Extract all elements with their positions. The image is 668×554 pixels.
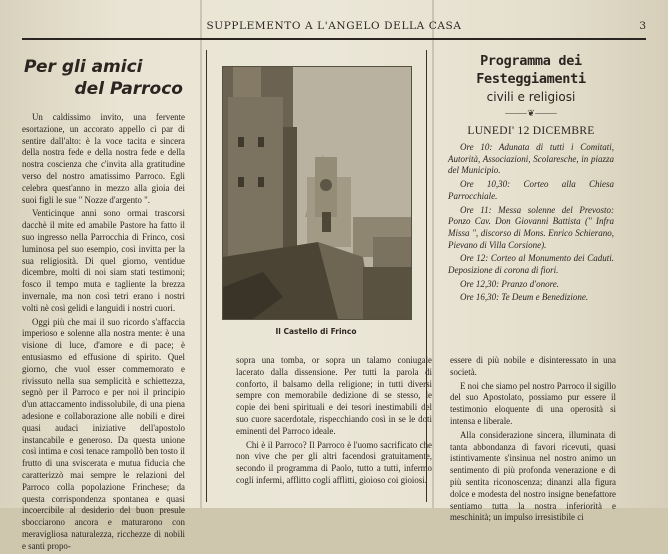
event-item [448, 279, 614, 291]
event-item [448, 292, 614, 304]
event-text: Pranzo d'onore. [501, 278, 560, 289]
article-body [22, 112, 185, 552]
event-item [448, 253, 614, 276]
ornament-divider: ⸻❦⸻ [504, 109, 558, 119]
article-title-line1: Per gli amici [24, 57, 143, 77]
event-time: Ore 16,30: [460, 292, 500, 303]
event-item [448, 142, 614, 177]
article-continuation-right [450, 355, 616, 526]
paper-fold [200, 0, 202, 508]
column-rule [206, 50, 207, 502]
page-header [22, 20, 646, 40]
event-text: Corteo alla Chiesa Parrocchiale. [448, 179, 614, 201]
article-paragraph: essere di più nobile e disinteressato in una società. [450, 355, 616, 377]
event-item [448, 179, 614, 202]
article-paragraph: Oggi più che mai il suo ricordo s'affaccia imperioso e solenne alla nostra mente: è una visione di luce, d'amore e di pace; è entusiasmo ed effusione di spirito. Quel giorno, che vuol esser commemorato e rivissuto nella sua semplicità e schiettezza, segnò per il Parroco e per noi il principio d'un attaccamento indissolubile, di una piena adesione e collaborazione alle nobili e direi quasi audaci iniziative dell'apostolo instancabile e generoso. Da questa unione così intima e così tenace rampollò ben tosto il frutto di una sviscerata e mutua fiducia che caratterizzò mai sempre le relazioni del Parroco colla popolazione Frinchese; da questa corrispondenza spontanea e quasi incoercibile al desiderio del buon presule sbocciarono ancora e maturarono con meravigliosa naturalezza, ricchezze di nobili e santi propo- [22, 316, 185, 551]
event-text: Adunata di tutti i Comitati, Autorità, Associazioni, Scolaresche, in piazza del Municipio. [448, 142, 614, 176]
programme-title: Programma dei Festeggiamenti [476, 53, 586, 87]
page-number: 3 [639, 20, 646, 32]
article-column [22, 54, 185, 554]
programme-day: LUNEDI' 12 DICEMBRE [467, 125, 595, 137]
castle-photo [222, 66, 412, 320]
castle-illustration [223, 67, 411, 319]
programme-subtitle: civili e religiosi [486, 90, 576, 104]
event-text: Corteo al Monumento dei Caduti. Deposizione di corona di fiori. [448, 253, 615, 276]
photo-caption: Il Castello di Frinco [275, 327, 357, 336]
event-time: Ore 12,30: [460, 278, 500, 289]
article-paragraph: Alla considerazione sincera, illuminata di tanta abbondanza di favori ricevuti, quasi istintivamente s'insinua nel nostro animo un sentimento di più profonda venerazione e di più sentita riconoscenza; dinanzi alla figura dolce e modesta del nostro insigne benefattore sentiamo tutta la nostra inferiorità e meschinità; un impulso irresistibile ci [450, 429, 616, 523]
article-paragraph: Un caldissimo invito, una fervente esortazione, un accorato appello ci par di sentire dall'alto: è la voce tacita e sincera della nostra fede e della nostra fede e della nostra coscienza che c'invita alla gratitudine verso del nostro amatissimo Parroco. Egli celebra quest'anno in mezzo alla gioia dei suoi figli le sue " Nozze d'argento ". [22, 112, 185, 205]
header-title: SUPPLEMENTO A L'ANGELO DELLA CASA [206, 20, 462, 32]
article-paragraph: Venticinque anni sono ormai trascorsi dacchè il mite ed amabile Pastore ha fatto il suo ingresso nella Parrocchia di Frinco, così luminosa pel suo esempio, così invitta per la sua religiosità. Di quel giorno, ventidue dicembre, molti di noi siam stati testimoni; fosco il tempo muta e tagliente la brezza invernale, ma non così tetri erano i nostri volti nè così gelidi e languidi i nostri cuori. [22, 208, 185, 313]
event-time: Ore 10,30: [460, 179, 511, 190]
event-item [448, 205, 614, 252]
event-text: Messa solenne del Prevosto: Ponzo Cav. Don Giovanni Battista (" Infra Missa ", discorso di Mons. Enrico Schierano, Pievano di Villa Corsione). [448, 204, 615, 250]
event-time: Ore 10: [460, 142, 493, 152]
article-paragraph: sopra una tomba, or sopra un talamo coniugale lacerato dalla dissensione. Per tutti la parola di conforto, il balsamo della religione; in tutti diversi sempre con memorabile dedizione di se stesso, le copie dei beni spirituali e dei tesori inestimabili del suo cuore sacerdotale, rispecchiando così in se le doti eminenti del Parroco ideale. [236, 355, 432, 436]
event-time: Ore 11: [460, 204, 492, 215]
programme-events [448, 142, 614, 304]
article-paragraph: E noi che siamo pel nostro Parroco il sigillo del suo Apostolato, possiamo pur essere il testimonio eloquente di una operosità sì intensa e liberale. [450, 380, 616, 426]
event-text: Te Deum e Benedizione. [501, 292, 589, 303]
article-paragraph: Chi è il Parroco? Il Parroco è l'uomo sacrificato che non vive che per gli altri facendosi gratuitamente, secondo il programma di Paolo, tutto a tutti, infermo cogli infermi, afflitto cogli afflitti, gioioso coi gioiosi. [236, 439, 432, 485]
programme-column [448, 52, 614, 306]
article-continuation-middle [236, 355, 432, 489]
event-time: Ore 12: [460, 253, 489, 264]
paper-fold [432, 0, 434, 508]
article-title-line2: del Parroco [74, 79, 183, 99]
